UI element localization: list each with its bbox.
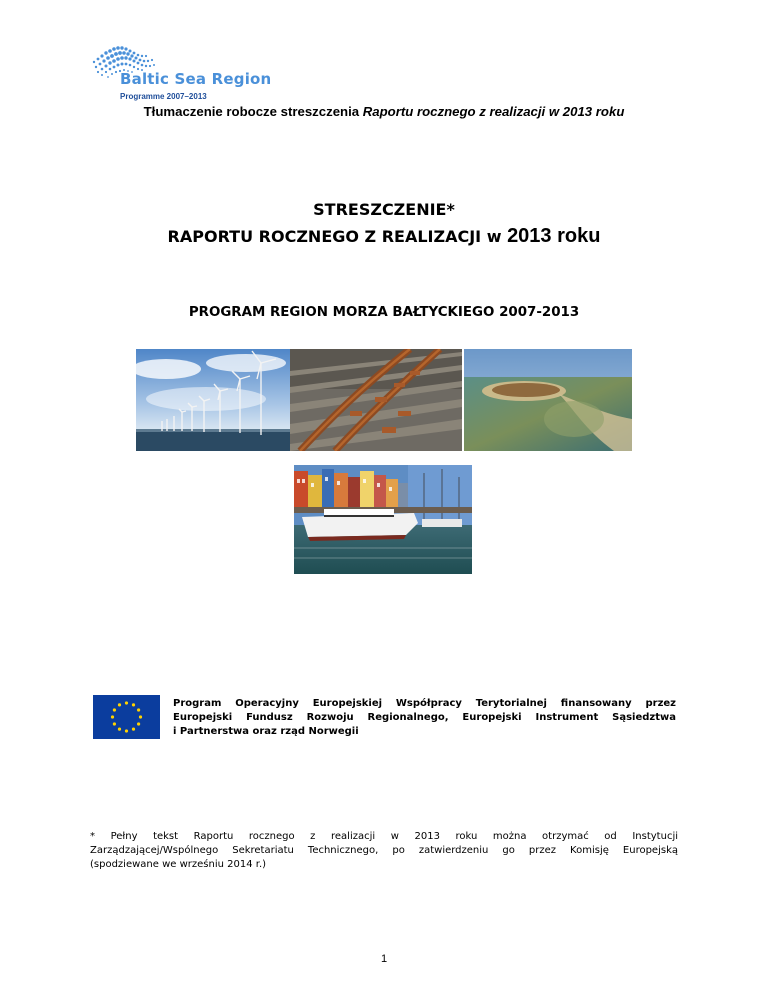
funding-line: i Partnerstwa oraz rząd Norwegii: [173, 726, 359, 737]
main-title-line2-text: RAPORTU ROCZNEGO Z REALIZACJI w: [167, 227, 508, 246]
funding-line: Europejski Fundusz Rozwoju Regionalnego, Europejski Instrument Sąsiedztwa: [173, 712, 676, 723]
main-title-line2: [0, 225, 768, 248]
footnote-line: * Pełny tekst Raportu rocznego z realizacji w 2013 roku można otrzymać od Instytucji: [90, 831, 678, 842]
funding-line: Program Operacyjny Europejskiej Współpracy Terytorialnej finansowany przez: [173, 698, 676, 709]
document-header-line: [0, 104, 768, 119]
main-title-year: 2013 roku: [507, 225, 601, 247]
photo-railway-tracks: [290, 349, 462, 451]
footnote-line: Zarządzającej/Wspólnego Sekretariatu Technicznego, po zatwierdzeniu go przez Komisję Europejską: [90, 845, 678, 856]
photo-harbour-canal: [294, 465, 472, 574]
funding-statement: [173, 697, 676, 739]
main-title-line1: STRESZCZENIE*: [313, 200, 455, 219]
header-prefix: Tłumaczenie robocze streszczenia: [143, 104, 363, 119]
program-title: PROGRAM REGION MORZA BAŁTYCKIEGO 2007-2013: [188, 305, 580, 320]
photo-coastal-aerial: [464, 349, 632, 451]
logo-name: Baltic Sea Region: [120, 70, 272, 88]
footnote: [90, 830, 678, 872]
footnote-line: (spodziewane we wrześniu 2014 r.): [90, 859, 267, 870]
logo-programme: Programme 2007–2013: [120, 92, 207, 101]
eu-flag-icon: [93, 695, 160, 739]
page-number: 1: [380, 953, 388, 965]
header-italic-title: Raportu rocznego z realizacji w 2013 roku: [362, 104, 625, 119]
photo-wind-turbines: [136, 349, 290, 451]
